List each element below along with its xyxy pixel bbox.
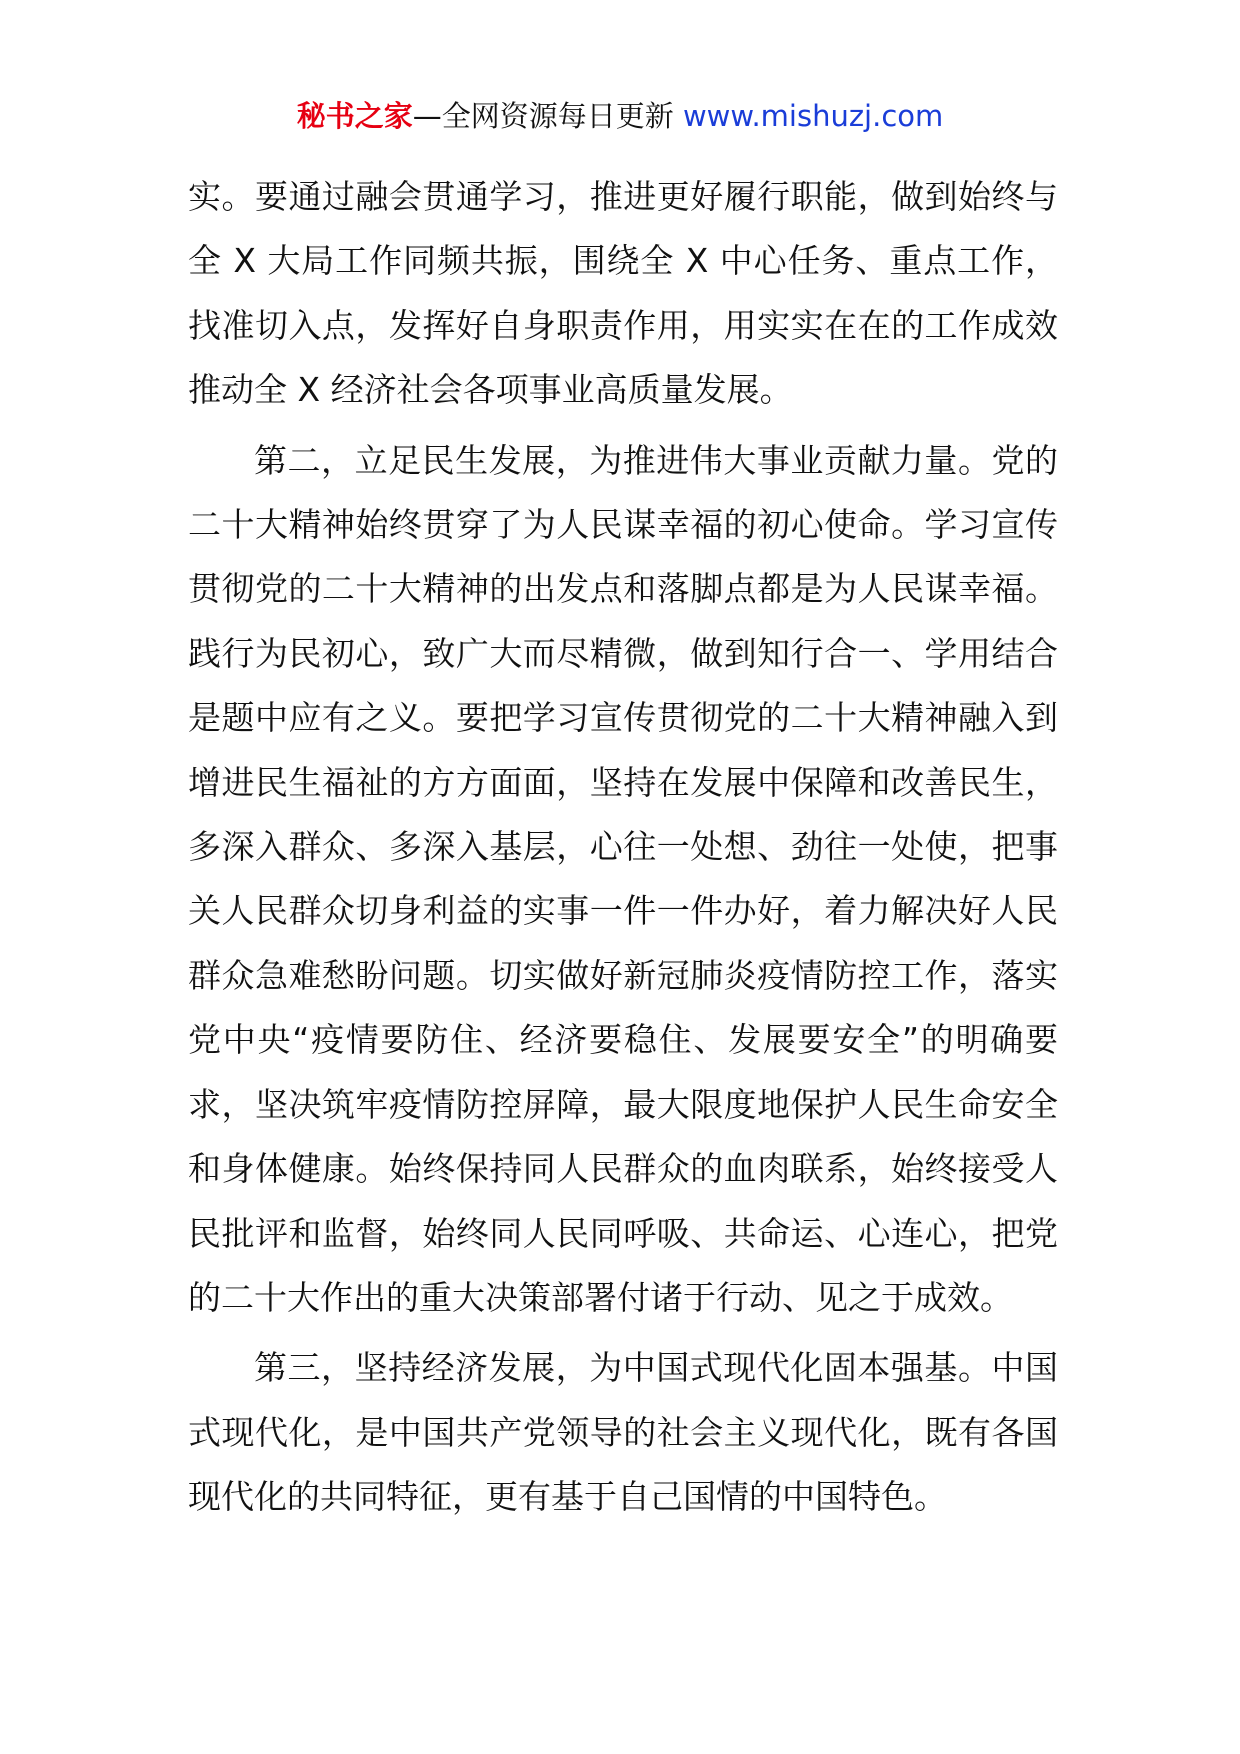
paragraph-second-point: 第二，立足民生发展，为推进伟大事业贡献力量。党的二十大精神始终贯穿了为人民谋幸福的初心使命。学习宣传贯彻党的二十大精神的出发点和落脚点都是为人民谋幸福。践行为民初心，致广大而尽精微，做到知行合一、学用结合是题中应有之义。要把学习宣传贯彻党的二十大精神融入到增进民生福祉的方方面面，坚持在发展中保障和改善民生，多深入群众、多深入基层，心往一处想、劲往一处使，把事关人民群众切身利益的实事一件一件办好，着力解决好人民群众急难愁盼问题。切实做好新冠肺炎疫情防控工作，落实党中央“疫情要防住、经济要稳住、发展要安全”的明确要求，坚决筑牢疫情防控屏障，最大限度地保护人民生命安全和身体健康。始终保持同人民群众的血肉联系，始终接受人民批评和监督，始终同人民同呼吸、共命运、心连心，把党的二十大作出的重大决策部署付诸于行动、见之于成效。 <box>188 440 1058 1317</box>
site-tagline: —全网资源每日更新 <box>412 99 674 133</box>
paragraph-continued: 实。要通过融会贯通学习，推进更好履行职能，做到始终与全 X 大局工作同频共振，围绕全 X 中心任务、重点工作，找准切入点，发挥好自身职责作用，用实实在在的工作成效推动全 X 经济社会各项事业高质量发展。 <box>188 177 1058 410</box>
document-body <box>188 165 1058 1530</box>
site-url-link[interactable]: www.mishuzj.com <box>682 99 944 133</box>
site-header <box>0 96 1240 136</box>
paragraph-third-point: 第三，坚持经济发展，为中国式现代化固本强基。中国式现代化，是中国共产党领导的社会主义现代化，既有各国现代化的共同特征，更有基于自己国情的中国特色。 <box>188 1348 1058 1517</box>
site-brand: 秘书之家 <box>296 99 413 133</box>
